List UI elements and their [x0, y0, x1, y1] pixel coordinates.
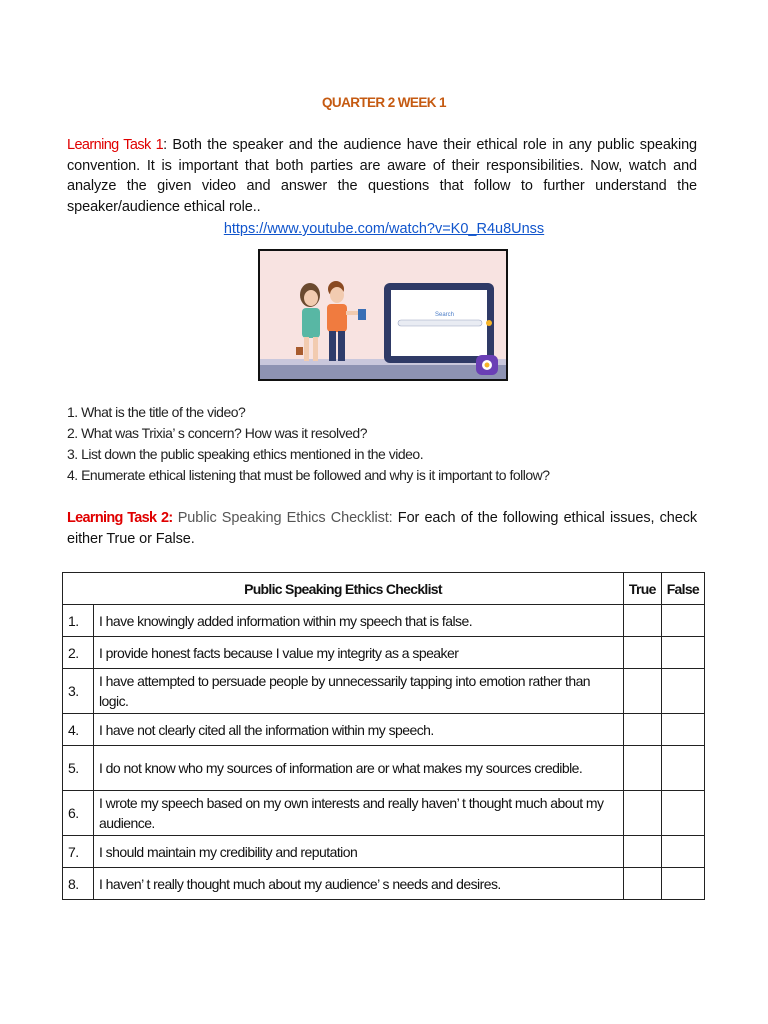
table-row	[63, 868, 705, 900]
true-checkbox-cell[interactable]	[623, 746, 661, 791]
table-header-row	[63, 573, 705, 605]
row-statement: I do not know who my sources of information are or what makes my sources credible.	[94, 746, 624, 791]
table-row	[63, 836, 705, 868]
false-checkbox-cell[interactable]	[661, 605, 704, 637]
true-checkbox-cell[interactable]	[623, 605, 661, 637]
table-row	[63, 669, 705, 714]
table-row	[63, 714, 705, 746]
row-number: 5.	[63, 746, 94, 791]
learning-task-1-text: : Both the speaker and the audience have their ethical role in any public speaking convention. It is important that both parties are aware of their responsibilities. Now, watch and analyze the given video and answer the questions that follow to further understand the speaker/audience ethical role..	[67, 137, 698, 215]
false-checkbox-cell[interactable]	[661, 714, 704, 746]
false-checkbox-cell[interactable]	[661, 868, 704, 900]
checklist-header: Public Speaking Ethics Checklist	[63, 573, 624, 605]
false-checkbox-cell[interactable]	[661, 836, 704, 868]
false-checkbox-cell[interactable]	[661, 669, 704, 714]
row-number: 2.	[63, 637, 94, 669]
true-checkbox-cell[interactable]	[623, 836, 661, 868]
row-statement: I have attempted to persuade people by unnecessarily tapping into emotion rather than logic.	[94, 669, 624, 714]
table-row	[63, 791, 705, 836]
video-thumbnail[interactable]	[258, 249, 508, 381]
video-link[interactable]: https://www.youtube.com/watch?v=K0_R4u8Unss	[223, 221, 545, 237]
row-number: 6.	[63, 791, 94, 836]
question-item: 1. What is the title of the video?	[67, 404, 246, 420]
row-number: 7.	[63, 836, 94, 868]
false-checkbox-cell[interactable]	[661, 791, 704, 836]
row-number: 8.	[63, 868, 94, 900]
false-checkbox-cell[interactable]	[661, 637, 704, 669]
row-number: 3.	[63, 669, 94, 714]
learning-task-2-paragraph	[67, 508, 697, 549]
question-list	[67, 402, 550, 486]
row-statement: I have not clearly cited all the information within my speech.	[94, 714, 624, 746]
ethics-checklist-table	[62, 572, 705, 900]
true-checkbox-cell[interactable]	[623, 637, 661, 669]
true-checkbox-cell[interactable]	[623, 868, 661, 900]
row-statement: I have knowingly added information within my speech that is false.	[94, 605, 624, 637]
true-checkbox-cell[interactable]	[623, 791, 661, 836]
learning-task-1-label: Learning Task 1	[67, 137, 164, 153]
row-number: 4.	[63, 714, 94, 746]
true-column-header: True	[623, 573, 661, 605]
search-label: Search	[435, 312, 455, 318]
question-item: 4. Enumerate ethical listening that must be followed and why is it important to follow?	[67, 467, 550, 483]
true-checkbox-cell[interactable]	[623, 669, 661, 714]
learning-task-2-label: Learning Task 2:	[67, 510, 173, 526]
false-column-header: False	[661, 573, 704, 605]
learning-task-1-paragraph	[67, 135, 697, 217]
row-statement: I provide honest facts because I value my integrity as a speaker	[94, 637, 624, 669]
row-statement: I should maintain my credibility and reputation	[94, 836, 624, 868]
learning-task-2-title: Public Speaking Ethics Checklist:	[172, 510, 393, 526]
row-statement: I wrote my speech based on my own interests and really haven’ t thought much about my audience.	[94, 791, 624, 836]
row-number: 1.	[63, 605, 94, 637]
tablet-screen	[384, 283, 494, 363]
false-checkbox-cell[interactable]	[661, 746, 704, 791]
learning-task-2-text: For each of the following ethical issues, check either True or False.	[67, 510, 698, 547]
table-row	[63, 746, 705, 791]
true-checkbox-cell[interactable]	[623, 714, 661, 746]
question-item: 3. List down the public speaking ethics mentioned in the video.	[67, 446, 424, 462]
page-heading: QUARTER 2 WEEK 1	[322, 95, 446, 110]
question-item: 2. What was Trixia’ s concern? How was it resolved?	[67, 425, 367, 441]
video-illustration	[260, 251, 506, 379]
table-row	[63, 637, 705, 669]
table-row	[63, 605, 705, 637]
mascot-icon	[476, 355, 498, 375]
row-statement: I haven’ t really thought much about my audience’ s needs and desires.	[94, 868, 624, 900]
